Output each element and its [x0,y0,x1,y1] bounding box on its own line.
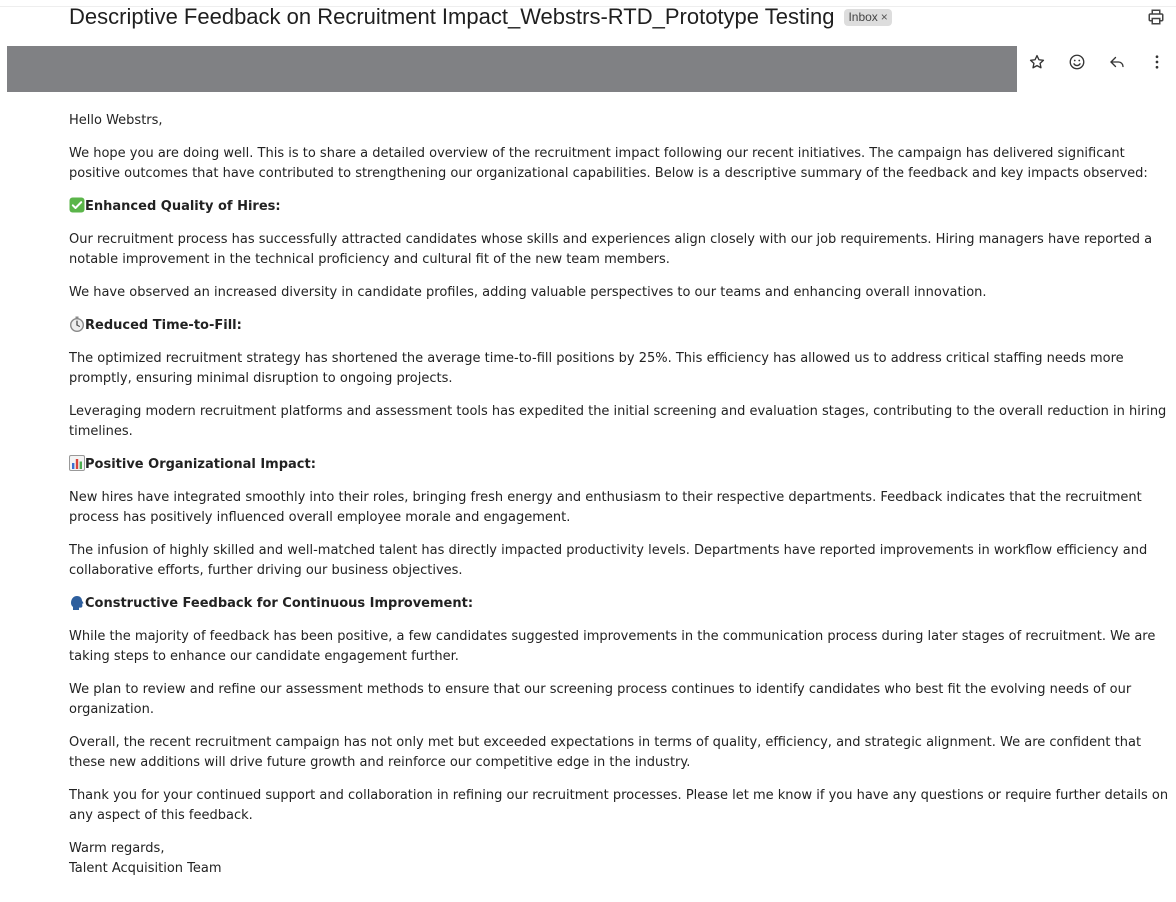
stopwatch-icon [69,316,85,332]
section-paragraph: The optimized recruitment strategy has shortened the average time-to-fill positions by 25%. This efficiency has allowed us to address critical staffing needs more promptly, ensuring minimal disruption to ongoing projects. [69,351,1124,386]
star-icon [1028,53,1046,71]
bar-chart-icon [69,455,85,471]
section-heading-text: Constructive Feedback for Continuous Improvement: [85,596,474,611]
email-body [69,111,1169,879]
signature: Talent Acquisition Team [69,861,222,876]
section-paragraph: Our recruitment process has successfully attracted candidates whose skills and experiences align closely with our job requirements. Hiring managers have reported a notable improvement in the technical proficiency and cultural fit of the new team members. [69,232,1153,267]
section-heading [69,455,1169,475]
section-paragraph: Leveraging modern recruitment platforms and assessment tools has expedited the initial screening and evaluation stages, contributing to the overall reduction in hiring timelines. [69,404,1167,439]
subject-row [69,2,892,32]
greeting: Hello Webstrs, [69,113,163,128]
more-options-button[interactable] [1144,49,1170,75]
more-vertical-icon [1148,53,1166,71]
reply-icon [1108,53,1126,71]
closing-paragraph: Overall, the recent recruitment campaign has not only met but exceeded expectations in terms of quality, efficiency, and strategic alignment. We are confident that these new additions will drive future growth and reinforce our competitive edge in the industry. [69,735,1142,770]
email-subject: Descriptive Feedback on Recruitment Impact_Webstrs-RTD_Prototype Testing [69,4,835,29]
section-heading-text: Enhanced Quality of Hires: [85,199,281,214]
section-paragraph: We plan to review and refine our assessment methods to ensure that our screening process continues to identify candidates who best fit the evolving needs of our organization. [69,682,1132,717]
section-heading [69,316,1169,336]
print-icon [1147,8,1165,26]
section-paragraph: While the majority of feedback has been positive, a few candidates suggested improvements in the communication process during later stages of recruitment. We are taking steps to enhance our candidate engagement further. [69,629,1156,664]
emoji-reaction-icon [1068,53,1086,71]
reply-button[interactable] [1104,49,1130,75]
section-heading [69,197,1169,217]
section-heading-text: Reduced Time-to-Fill: [85,318,242,333]
emoji-reaction-button[interactable] [1064,49,1090,75]
speaking-head-icon [69,594,85,610]
section-paragraph: New hires have integrated smoothly into their roles, bringing fresh energy and enthusiasm to their respective departments. Feedback indicates that the recruitment process has positively influenced overall employee morale and engagement. [69,490,1142,525]
closing-paragraph: Thank you for your continued support and collaboration in refining our recruitment processes. Please let me know if you have any questions or require further details on any aspect of this feedback. [69,788,1169,823]
section-heading-text: Positive Organizational Impact: [85,457,316,472]
print-button[interactable] [1146,7,1166,27]
star-button[interactable] [1024,49,1050,75]
intro-paragraph: We hope you are doing well. This is to share a detailed overview of the recruitment impact following our recent initiatives. The campaign has delivered significant positive outcomes that have contributed to strengthening our organizational capabilities. Below is a descriptive summary of the feedback and key impacts observed: [69,146,1148,181]
inbox-label-chip[interactable] [844,9,891,26]
signature-block [69,839,1169,879]
inbox-label-text: Inbox [848,9,878,24]
section-paragraph: The infusion of highly skilled and well-matched talent has directly impacted productivity levels. Departments have reported improvements in workflow efficiency and collaborative efforts, further driving our business objectives. [69,543,1148,578]
section-paragraph: We have observed an increased diversity in candidate profiles, adding valuable perspectives to our teams and enhancing overall innovation. [69,285,987,300]
redacted-sender-bar [7,46,1017,92]
check-mark-icon [69,197,85,213]
signoff: Warm regards, [69,841,165,856]
section-heading [69,594,1169,614]
remove-label-button[interactable]: × [880,9,888,24]
